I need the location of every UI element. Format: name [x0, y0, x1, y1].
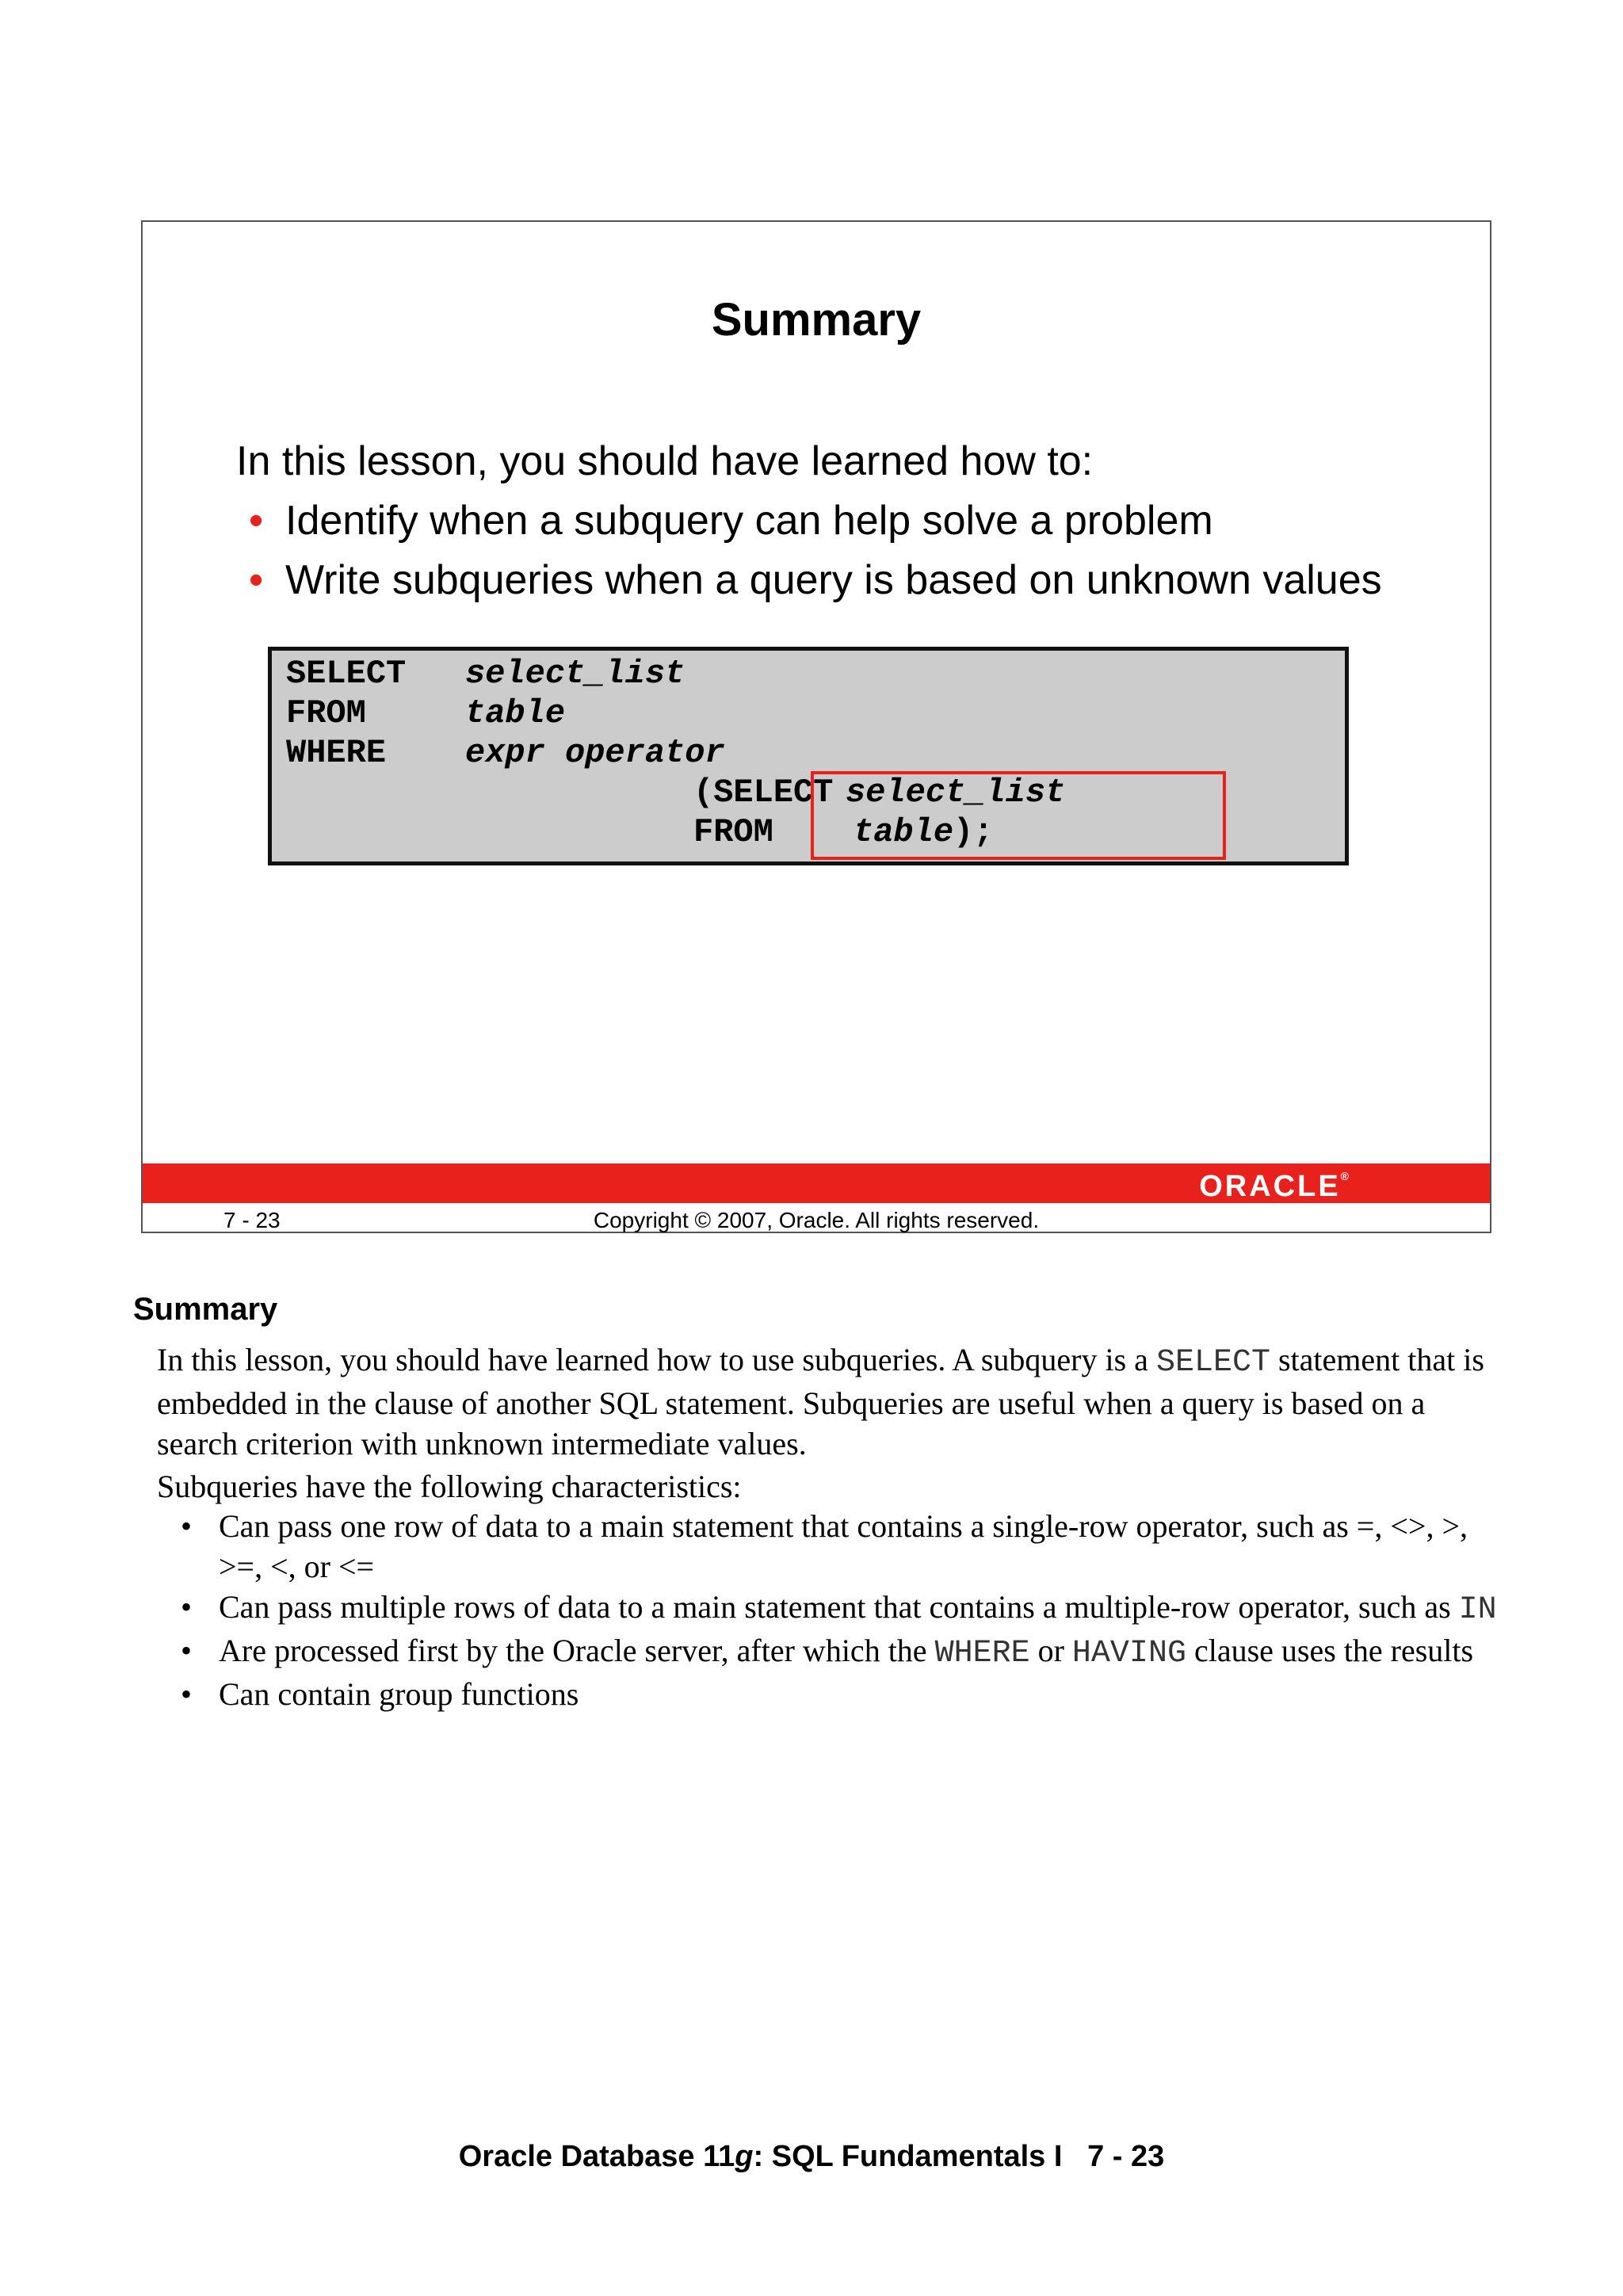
slide-bullet-list	[249, 491, 1382, 610]
code-arg-where: expr operator	[465, 734, 725, 772]
notes-paragraph: In this lesson, you should have learned how to use subqueries. A subquery is a SELECT statement that is embedded in the clause of another SQL statement. Subqueries are useful when a query is based on a search criterion with unknown intermediate values.	[157, 1342, 1484, 1461]
slide-bullet: • Identify when a subquery can help solve a problem	[249, 491, 1382, 551]
code-arg-subfrom: table);	[854, 813, 994, 851]
list-item: • Can pass multiple rows of data to a main statement that contains a multiple-row operator, such as IN	[181, 1589, 1497, 1628]
characteristics-list	[157, 1506, 1504, 1714]
code-arg-from: table	[465, 694, 566, 732]
bullet-dot-icon: •	[249, 498, 264, 544]
list-item: • Can pass one row of data to a main statement that contains a single-row operator, such as =, <>, >, >=, <, or <=	[181, 1508, 1468, 1584]
notes-paragraph: Subqueries have the following characteristics:	[157, 1469, 742, 1504]
copyright-text: Copyright © 2007, Oracle. All rights reserved.	[593, 1208, 1040, 1232]
slide-bullet: • Write subqueries when a query is based on unknown values	[249, 551, 1382, 610]
list-item: • Can contain group functions	[181, 1676, 579, 1712]
slide-title: Summary	[711, 294, 922, 346]
notes-heading: Summary	[133, 1292, 278, 1327]
code-line-select: SELECT	[286, 655, 407, 693]
bullet-dot-icon: •	[249, 557, 264, 603]
slide-frame	[141, 220, 1491, 1233]
subquery-highlight-frame	[811, 771, 1226, 860]
slide-intro: In this lesson, you should have learned how to:	[236, 438, 1094, 484]
code-line-subfrom: FROM	[693, 813, 773, 851]
code-line-subselect: (SELECT	[693, 774, 834, 812]
sql-syntax-box	[268, 647, 1349, 865]
book-footer: Oracle Database 11g: SQL Fundamentals I 7 - 23	[458, 2140, 1165, 2173]
code-arg-select: select_list	[465, 655, 685, 693]
list-item: • Are processed first by the Oracle server, after which the WHERE or HAVING clause uses the results	[181, 1633, 1474, 1671]
code-line-from: FROM	[286, 694, 366, 732]
oracle-logo: ORACLE®	[1199, 1170, 1349, 1203]
code-line-where: WHERE	[286, 734, 387, 772]
slide-number: 7 - 23	[223, 1208, 281, 1232]
code-arg-subselect: select_list	[846, 774, 1066, 812]
